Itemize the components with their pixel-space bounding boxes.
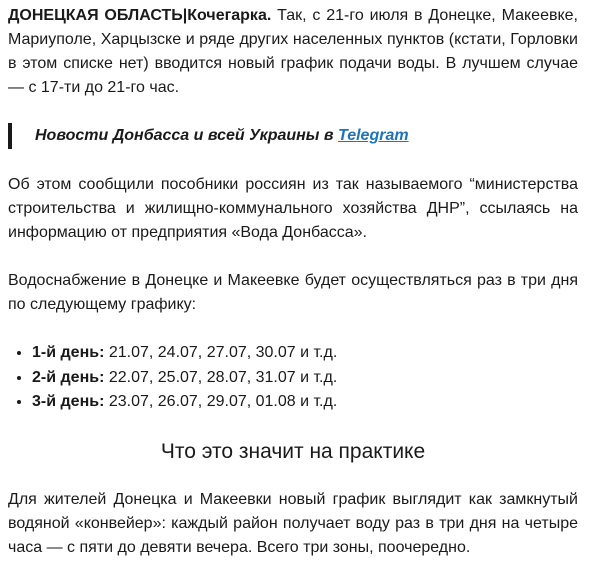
explanation-paragraph: Для жителей Донецка и Макеевки новый график выглядит как замкнутый водяной «конвейер»: каждый район получает воду раз в три дня на четыре часа — с пяти до девяти вечера. Всего три зоны, поочередно. [8,490,578,556]
section-heading: Что это значит на практике [160,439,426,463]
schedule-list [8,341,578,415]
intro-paragraph [8,4,578,100]
intro-text: Так, с 21-го июля в Донецке, Макеевке, Мариуполе, Харцызске и ряде других населенных пунктов (кстати, Горловки в этом списке нет) вводится новый график подачи воды. В лучшем случае — с 17-ти до 21-го час. [8,7,579,96]
day-dates: 23.07, 26.07, 29.07, 01.08 и т.д. [104,393,338,410]
day-label: 2-й день: [32,368,105,386]
telegram-link[interactable]: Telegram [338,127,409,144]
spacer [8,245,578,269]
promo-text: Новости Донбасса и всей Украины в [35,127,339,144]
article-body [8,4,578,560]
list-item [32,341,578,366]
telegram-promo [8,123,578,149]
day-dates: 22.07, 25.07, 28.07, 31.07 и т.д. [104,368,338,386]
day-dates: 21.07, 24.07, 27.07, 30.07 и т.д. [104,344,338,361]
day-label: 3-й день: [32,393,105,410]
list-item [32,390,578,415]
schedule-intro-paragraph: Водоснабжение в Донецке и Макеевке будет осуществляться раз в три дня по следующему графику: [8,272,578,313]
spacer [8,317,578,341]
source-paragraph: Об этом сообщили пособники россиян из так называемого “министерства строительства и жилищно-коммунального хозяйства ДНР”, ссылаясь на информацию от предприятия «Вода Донбасса». [8,176,578,241]
list-item [32,366,578,391]
spacer [8,149,578,173]
source-label: ДОНЕЦКАЯ ОБЛАСТЬ|Кочегарка. [8,7,272,24]
day-label: 1-й день: [32,344,105,361]
